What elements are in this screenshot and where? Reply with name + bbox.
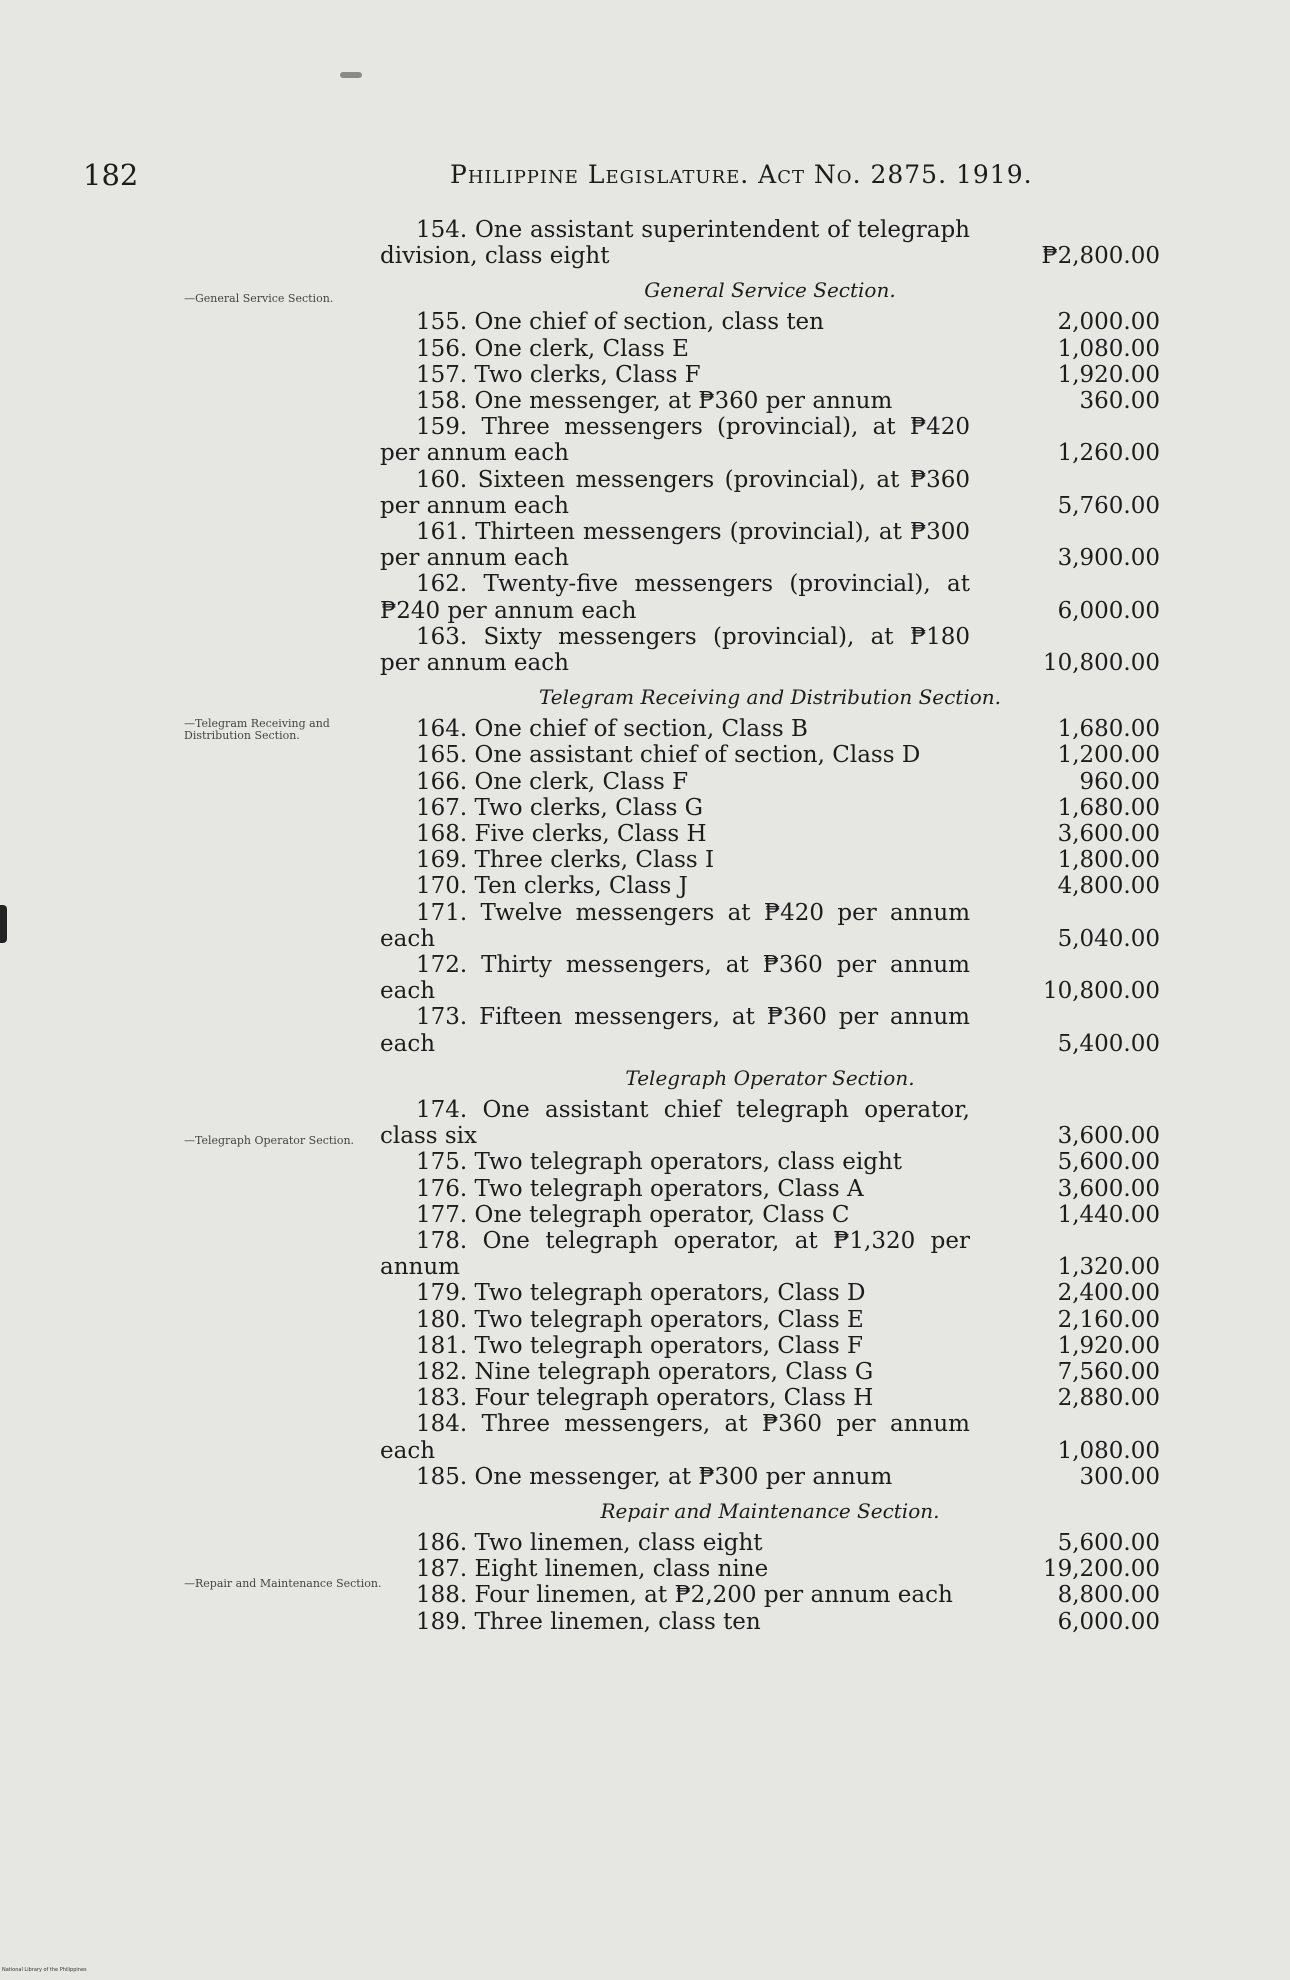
- section-heading-telegraph-operator: Telegraph Operator Section.: [625, 1065, 915, 1090]
- line-item-amount: 1,080.00: [1057, 1437, 1160, 1464]
- line-item-text: 169. Three clerks, Class I: [416, 847, 715, 874]
- line-item: [380, 1530, 1160, 1556]
- line-item-amount: 4,800.00: [1057, 873, 1160, 900]
- line-item-amount: 19,200.00: [1042, 1556, 1160, 1583]
- line-item-amount: 5,600.00: [1057, 1149, 1160, 1176]
- line-item-text: 183. Four telegraph operators, Class H: [416, 1385, 874, 1412]
- line-item-text: 189. Three linemen, class ten: [416, 1608, 761, 1635]
- line-item-amount: 8,800.00: [1057, 1582, 1160, 1609]
- line-item: [380, 873, 1160, 899]
- line-item-text: 167. Two clerks, Class G: [416, 794, 704, 821]
- line-item-text: 184. Three messengers, at ₱360 per annum each: [380, 1411, 970, 1464]
- line-item-text: 178. One telegraph operator, at ₱1,320 per annum: [380, 1227, 970, 1281]
- line-item-text: 177. One telegraph operator, Class C: [416, 1201, 850, 1228]
- footer-credit: National Library of the Philippines: [2, 1967, 87, 1973]
- line-item-amount: 2,880.00: [1057, 1385, 1160, 1412]
- line-item-amount: 3,600.00: [1057, 1123, 1160, 1150]
- line-item-text: 186. Two linemen, class eight: [416, 1529, 763, 1556]
- line-item: [380, 1097, 1160, 1149]
- general-service-items: [380, 309, 1160, 676]
- line-item: [380, 1556, 1160, 1582]
- line-item: [380, 821, 1160, 847]
- line-item: [380, 1202, 1160, 1228]
- line-item-text: 163. Sixty messengers (provincial), at ₱180 per annum each: [380, 623, 970, 677]
- line-item-text: 158. One messenger, at ₱360 per annum: [416, 388, 893, 415]
- margin-note-repair: —Repair and Maintenance Section.: [184, 1577, 382, 1590]
- line-item-text: 185. One messenger, at ₱300 per annum: [416, 1463, 893, 1490]
- line-item-amount: 1,200.00: [1057, 742, 1160, 769]
- line-item-amount: 5,400.00: [1057, 1030, 1160, 1057]
- line-item: [380, 900, 1160, 952]
- margin-note-telegraph-operator: —Telegraph Operator Section.: [184, 1134, 355, 1147]
- line-item-text: 173. Fifteen messengers, at ₱360 per annum each: [380, 1004, 970, 1057]
- line-item: [380, 414, 1160, 466]
- line-item-amount: 6,000.00: [1057, 597, 1160, 624]
- section-heading-general: General Service Section.: [644, 278, 896, 303]
- line-item-amount: 1,080.00: [1057, 335, 1160, 362]
- line-item-text: 157. Two clerks, Class F: [416, 361, 701, 388]
- line-item: [380, 309, 1160, 335]
- line-item-amount: 1,440.00: [1057, 1201, 1160, 1228]
- page-header: [0, 158, 1290, 198]
- margin-note-general: —General Service Section.: [184, 292, 334, 305]
- margin-note-telegram-receiving: —Telegram Receiving and Distribution Section.: [184, 717, 330, 742]
- line-item-amount: 2,160.00: [1057, 1306, 1160, 1333]
- line-item-text: 170. Ten clerks, Class J: [416, 873, 688, 900]
- line-item-amount: 2,400.00: [1057, 1280, 1160, 1307]
- line-item-text: 156. One clerk, Class E: [416, 335, 689, 362]
- line-item-amount: 5,600.00: [1057, 1529, 1160, 1556]
- line-item-text: 179. Two telegraph operators, Class D: [416, 1280, 866, 1307]
- section-heading-telegram-receiving: Telegram Receiving and Distribution Section.: [538, 685, 1002, 710]
- line-item-text: 154. One assistant superintendent of telegraph division, class eight: [380, 217, 970, 270]
- line-item: [380, 795, 1160, 821]
- line-item-amount: 10,800.00: [1042, 650, 1160, 677]
- line-item-text: 174. One assistant chief telegraph operator, class six: [380, 1096, 970, 1150]
- line-item-text: 171. Twelve messengers at ₱420 per annum each: [380, 899, 970, 952]
- line-item: [380, 847, 1160, 873]
- appropriation-list: [380, 217, 1160, 1635]
- intro-items: [380, 217, 1160, 269]
- line-item-amount: 960.00: [1079, 768, 1160, 795]
- telegram-receiving-items: [380, 716, 1160, 1057]
- line-item-amount: 10,800.00: [1042, 978, 1160, 1005]
- line-item: [380, 1280, 1160, 1306]
- line-item-amount: 3,600.00: [1057, 1175, 1160, 1202]
- line-item-amount: 1,680.00: [1057, 716, 1160, 743]
- line-item: [380, 336, 1160, 362]
- line-item-amount: 6,000.00: [1057, 1608, 1160, 1635]
- line-item-amount: 1,260.00: [1057, 440, 1160, 467]
- line-item-text: 166. One clerk, Class F: [416, 768, 689, 795]
- running-title: Philippine Legislature. Act No. 2875. 1919.: [450, 160, 1033, 189]
- repair-maintenance-items: [380, 1530, 1160, 1635]
- line-item-amount: 1,920.00: [1057, 1332, 1160, 1359]
- line-item: [380, 217, 1160, 269]
- line-item: [380, 624, 1160, 676]
- line-item-text: 165. One assistant chief of section, Class D: [416, 742, 921, 769]
- line-item: [380, 1004, 1160, 1056]
- line-item-amount: 300.00: [1079, 1463, 1160, 1490]
- line-item: [380, 742, 1160, 768]
- line-item-text: 176. Two telegraph operators, Class A: [416, 1175, 864, 1202]
- line-item-amount: 3,900.00: [1057, 545, 1160, 572]
- line-item-amount: 1,680.00: [1057, 794, 1160, 821]
- line-item: [380, 1149, 1160, 1175]
- line-item-amount: 1,800.00: [1057, 847, 1160, 874]
- line-item-amount: 2,000.00: [1057, 309, 1160, 336]
- line-item: [380, 1176, 1160, 1202]
- line-item-amount: 5,760.00: [1057, 492, 1160, 519]
- line-item-text: 160. Sixteen messengers (provincial), at ₱360 per annum each: [380, 466, 970, 519]
- line-item-text: 182. Nine telegraph operators, Class G: [416, 1358, 874, 1385]
- line-item: [380, 1411, 1160, 1463]
- line-item-amount: ₱2,800.00: [1041, 243, 1160, 270]
- line-item-text: 188. Four linemen, at ₱2,200 per annum each: [416, 1582, 953, 1609]
- line-item-text: 162. Twenty-five messengers (provincial), at ₱240 per annum each: [380, 571, 970, 624]
- line-item-text: 172. Thirty messengers, at ₱360 per annum each: [380, 952, 970, 1005]
- line-item-amount: 1,320.00: [1057, 1254, 1160, 1281]
- line-item: [380, 362, 1160, 388]
- page-edge-mark: [0, 905, 7, 943]
- line-item: [380, 1385, 1160, 1411]
- telegraph-operator-items: [380, 1097, 1160, 1490]
- line-item-amount: 3,600.00: [1057, 821, 1160, 848]
- line-item-amount: 7,560.00: [1057, 1358, 1160, 1385]
- line-item-text: 159. Three messengers (provincial), at ₱420 per annum each: [380, 414, 970, 467]
- line-item: [380, 769, 1160, 795]
- line-item-text: 168. Five clerks, Class H: [416, 821, 707, 848]
- line-item: [380, 1582, 1160, 1608]
- line-item-text: 180. Two telegraph operators, Class E: [416, 1306, 864, 1333]
- page-number: 182: [83, 158, 139, 192]
- line-item-amount: 1,920.00: [1057, 361, 1160, 388]
- line-item-text: 164. One chief of section, Class B: [416, 716, 808, 743]
- line-item: [380, 571, 1160, 623]
- line-item: [380, 952, 1160, 1004]
- line-item-text: 181. Two telegraph operators, Class F: [416, 1332, 863, 1359]
- line-item-amount: 360.00: [1079, 388, 1160, 415]
- line-item: [380, 388, 1160, 414]
- line-item: [380, 1359, 1160, 1385]
- line-item-text: 175. Two telegraph operators, class eight: [416, 1149, 902, 1176]
- line-item: [380, 1464, 1160, 1490]
- line-item: [380, 716, 1160, 742]
- line-item: [380, 1333, 1160, 1359]
- line-item-text: 161. Thirteen messengers (provincial), at ₱300 per annum each: [380, 519, 970, 572]
- line-item-amount: 5,040.00: [1057, 925, 1160, 952]
- line-item: [380, 1228, 1160, 1280]
- section-heading-repair: Repair and Maintenance Section.: [600, 1498, 940, 1523]
- line-item: [380, 1307, 1160, 1333]
- ink-smudge: [340, 72, 362, 78]
- line-item: [380, 519, 1160, 571]
- line-item-text: 187. Eight linemen, class nine: [416, 1556, 769, 1583]
- line-item-text: 155. One chief of section, class ten: [416, 309, 824, 336]
- line-item: [380, 1609, 1160, 1635]
- line-item: [380, 467, 1160, 519]
